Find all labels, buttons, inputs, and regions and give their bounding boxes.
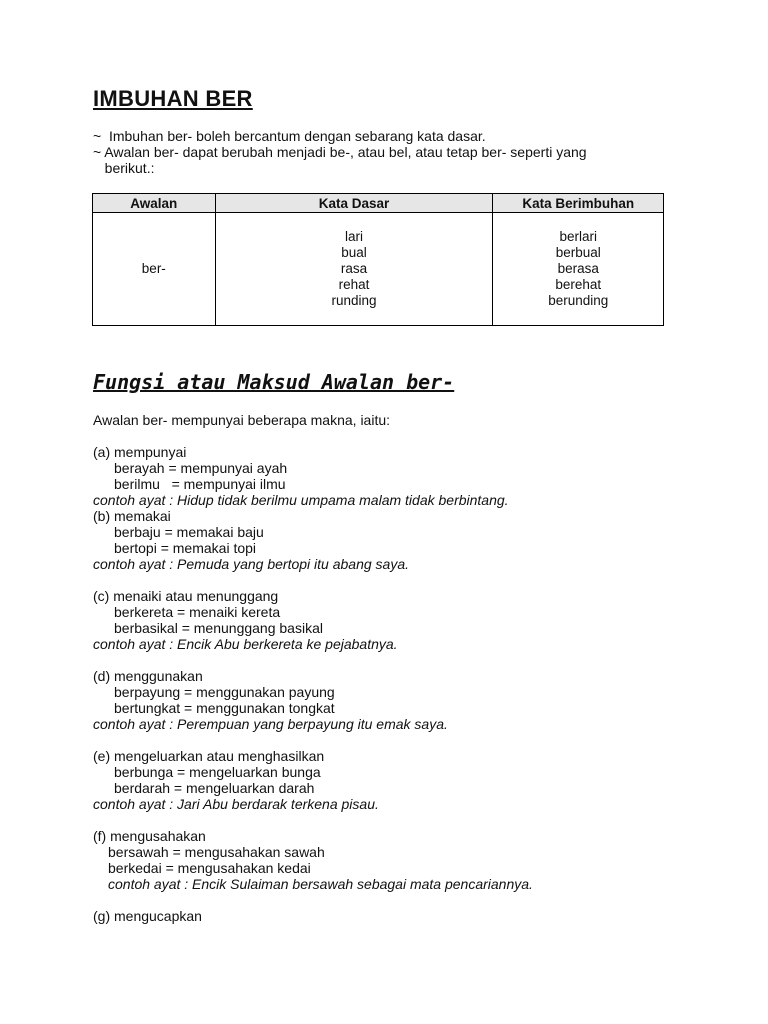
example-sentence: contoh ayat : Encik Sulaiman bersawah sebagai mata pencariannya. bbox=[108, 876, 533, 892]
intro-line: ~ Awalan ber- dapat berubah menjadi be-, atau bel, atau tetap ber- seperti yang bbox=[93, 144, 587, 160]
example-line: berkereta = menaiki kereta bbox=[114, 604, 281, 620]
cell-kata-dasar bbox=[215, 213, 493, 326]
kata-berimbuhan-item: berasa bbox=[557, 261, 599, 276]
example-line: berdarah = mengeluarkan darah bbox=[114, 780, 315, 796]
meaning-heading-g: (g) mengucapkan bbox=[93, 908, 202, 924]
meaning-heading-d: (d) menggunakan bbox=[93, 668, 203, 684]
example-line: berbaju = memakai baju bbox=[114, 524, 264, 540]
kata-dasar-item: lari bbox=[345, 229, 364, 244]
cell-awalan: ber- bbox=[93, 213, 216, 326]
example-sentence: contoh ayat : Perempuan yang berpayung itu emak saya. bbox=[93, 716, 448, 732]
example-sentence: contoh ayat : Hidup tidak berilmu umpama malam tidak berbintang. bbox=[93, 492, 509, 508]
example-line: berbunga = mengeluarkan bunga bbox=[114, 764, 321, 780]
kata-dasar-item: bual bbox=[341, 245, 367, 260]
cell-kata-berimbuhan bbox=[493, 213, 664, 326]
example-line: berayah = mempunyai ayah bbox=[114, 460, 288, 476]
column-header-kata-berimbuhan: Kata Berimbuhan bbox=[493, 194, 664, 213]
intro-notes bbox=[93, 128, 587, 176]
imbuhan-table bbox=[92, 193, 664, 326]
meaning-heading-f: (f) mengusahakan bbox=[93, 828, 206, 844]
meaning-heading-c: (c) menaiki atau menunggang bbox=[93, 588, 279, 604]
example-line: berilmu = mempunyai ilmu bbox=[114, 476, 286, 492]
example-line: berkedai = mengusahakan kedai bbox=[108, 860, 311, 876]
page-title: IMBUHAN BER bbox=[93, 86, 253, 111]
section-body bbox=[93, 412, 533, 924]
table-header-row bbox=[93, 194, 664, 213]
intro-line: ~ Imbuhan ber- boleh bercantum dengan sebarang kata dasar. bbox=[93, 128, 486, 144]
kata-dasar-item: rehat bbox=[338, 277, 370, 292]
kata-berimbuhan-item: berlari bbox=[559, 229, 597, 244]
example-sentence: contoh ayat : Encik Abu berkereta ke pejabatnya. bbox=[93, 636, 398, 652]
meaning-heading-a: (a) mempunyai bbox=[93, 444, 187, 460]
example-line: bersawah = mengusahakan sawah bbox=[108, 844, 325, 860]
kata-berimbuhan-item: berbual bbox=[555, 245, 601, 260]
example-line: bertopi = memakai topi bbox=[114, 540, 257, 556]
example-sentence: contoh ayat : Jari Abu berdarak terkena pisau. bbox=[93, 796, 379, 812]
intro-line: berikut.: bbox=[93, 160, 155, 176]
kata-berimbuhan-item: berunding bbox=[548, 293, 609, 308]
example-line: berbasikal = menunggang basikal bbox=[114, 620, 323, 636]
column-header-kata-dasar: Kata Dasar bbox=[215, 194, 493, 213]
kata-dasar-item: runding bbox=[331, 293, 377, 308]
meaning-heading-b: (b) memakai bbox=[93, 508, 171, 524]
kata-berimbuhan-item: berehat bbox=[555, 277, 602, 292]
table-row bbox=[93, 213, 664, 326]
column-header-awalan: Awalan bbox=[93, 194, 216, 213]
kata-dasar-item: rasa bbox=[340, 261, 368, 276]
example-sentence: contoh ayat : Pemuda yang bertopi itu abang saya. bbox=[93, 556, 409, 572]
section-title: Fungsi atau Maksud Awalan ber- bbox=[93, 370, 455, 394]
section-intro: Awalan ber- mempunyai beberapa makna, iaitu: bbox=[93, 412, 391, 428]
example-line: berpayung = menggunakan payung bbox=[114, 684, 335, 700]
example-line: bertungkat = menggunakan tongkat bbox=[114, 700, 335, 716]
meaning-heading-e: (e) mengeluarkan atau menghasilkan bbox=[93, 748, 325, 764]
